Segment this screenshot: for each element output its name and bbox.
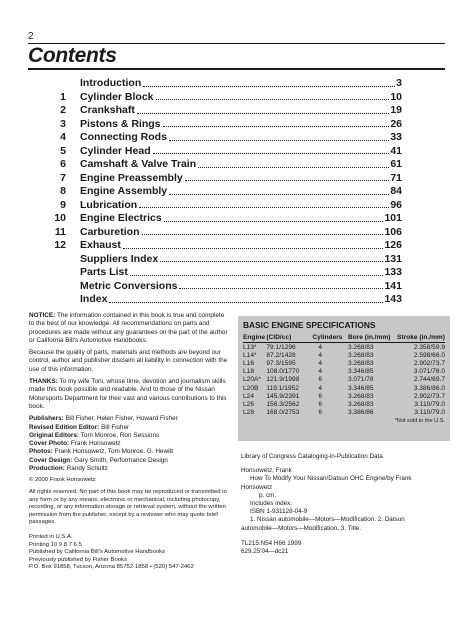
cip-author: Honsowetz, Frank: [241, 467, 292, 475]
credit-value: Frank Honsowetz, Tom Monroe, G. Hewitt: [52, 448, 174, 456]
toc-title: Engine Assembly: [80, 185, 168, 197]
specs-cell: 79.1/1296: [266, 343, 296, 351]
toc-entry: [40, 116, 402, 130]
specs-cell: 2.744/69.7: [413, 376, 445, 384]
toc-entry: [40, 75, 402, 89]
toc-chapter-number: 10: [54, 212, 66, 224]
specs-cell: 2.902/73.7: [413, 359, 445, 367]
toc-chapter-number: 8: [60, 185, 66, 197]
engine-specs-box: [238, 316, 450, 441]
specs-cell: 168.0/2753: [266, 409, 300, 417]
printing-line: Published by California Bill's Automotive Handbooks: [29, 549, 166, 556]
specs-cell: 3.268/83: [347, 343, 374, 351]
credit-value: Gary Smith, Performance Design: [72, 456, 168, 464]
toc-title: Engine Electrics: [80, 212, 162, 224]
printing-line: Printing 10 9 8 7 6 5: [29, 541, 82, 548]
toc-page-number: 71: [390, 171, 402, 184]
toc-title: Parts List: [80, 266, 128, 278]
specs-cell: 145.9/2391: [266, 392, 300, 400]
front-matter-notes: [29, 312, 229, 572]
specs-cell: 3.110/79.0: [414, 400, 445, 408]
specs-header-row: [243, 334, 445, 343]
toc-entry: [40, 170, 402, 184]
toc-entry: [40, 278, 402, 292]
toc-page-number: 126: [384, 239, 402, 251]
specs-cell: 3.386/86: [347, 409, 374, 417]
specs-row: [243, 343, 445, 352]
toc-title: Carburetion: [80, 225, 140, 238]
specs-title: BASIC ENGINE SPECIFICATIONS: [243, 320, 376, 330]
toc-leader-dots: [137, 113, 389, 114]
specs-cell: 108.0/1770: [266, 368, 300, 376]
specs-row: [243, 384, 445, 392]
specs-cell: 3.386/86.0: [413, 384, 445, 392]
credit-line: [29, 465, 229, 473]
credit-label: Revised Edition Editor:: [29, 423, 100, 431]
toc-leader-dots: [163, 126, 390, 127]
notice-paragraph: [29, 312, 229, 345]
toc-leader-dots: [169, 140, 389, 141]
specs-footnote: *Not sold in the U.S.: [394, 417, 445, 424]
specs-cell: L20B: [243, 384, 259, 392]
toc-leader-dots: [198, 167, 389, 168]
specs-cell: 4: [318, 343, 323, 351]
cataloging-data: [241, 453, 446, 556]
toc-page-number: 133: [384, 266, 402, 278]
toc-chapter-number: 11: [54, 225, 66, 238]
specs-cell: L13*: [243, 343, 257, 351]
specs-header: Engine: [243, 334, 265, 341]
toc-entry: [40, 251, 402, 265]
toc-leader-dots: [164, 221, 384, 222]
specs-row: [243, 376, 445, 384]
credit-line: [29, 440, 229, 448]
toc-title: Cylinder Block: [80, 90, 154, 103]
credit-value: Randy Schultz: [64, 465, 108, 473]
toc-entry: [40, 237, 402, 251]
toc-page-number: 10: [390, 90, 402, 103]
toc-leader-dots: [130, 275, 384, 276]
specs-cell: 6: [318, 376, 323, 384]
toc-page-number: 101: [384, 212, 402, 224]
specs-row: [243, 392, 445, 400]
credit-line: [29, 424, 229, 432]
specs-header: (CID/cc): [266, 334, 312, 343]
specs-cell: 4: [318, 351, 323, 359]
page-title: Contents: [28, 44, 117, 67]
specs-row: [243, 351, 445, 359]
credit-value: Bill Fisher: [99, 423, 130, 431]
table-of-contents: [40, 75, 402, 305]
toc-title: Metric Conversions: [80, 279, 178, 292]
credit-label: Photos:: [29, 448, 53, 456]
toc-chapter-number: 5: [60, 144, 66, 157]
specs-row: [243, 359, 445, 367]
specs-row: [243, 409, 445, 417]
toc-title: Connecting Rods: [80, 131, 167, 143]
specs-cell: 121.9/1998: [266, 376, 300, 384]
credit-label: Original Editors:: [29, 431, 80, 439]
specs-cell: L18: [243, 368, 255, 376]
toc-chapter-number: 6: [60, 158, 66, 170]
specs-cell: 6: [318, 392, 323, 400]
toc-page-number: 96: [390, 198, 402, 211]
toc-chapter-number: 3: [60, 117, 66, 130]
credit-label: Cover Photo:: [29, 440, 70, 448]
specs-cell: 6: [318, 400, 323, 408]
toc-chapter-number: 7: [60, 171, 66, 184]
credit-line: [29, 432, 229, 440]
toc-leader-dots: [123, 248, 384, 249]
specs-cell: 4: [318, 384, 323, 392]
cip-pages: p. cm.: [259, 491, 277, 499]
toc-page-number: 33: [390, 131, 402, 143]
toc-leader-dots: [169, 194, 389, 195]
credit-label: Cover Design:: [29, 456, 73, 464]
specs-cell: 3.346/85: [347, 384, 374, 392]
specs-header: Stroke (in./mm): [397, 334, 445, 341]
specs-cell: 3.110/79.0: [414, 409, 445, 417]
specs-cell: 3.268/83: [347, 400, 374, 408]
toc-leader-dots: [142, 234, 384, 235]
credit-label: Publishers:: [29, 415, 64, 423]
notice-label: NOTICE:: [29, 312, 56, 319]
cip-isbn: ISBN 1-931128-04-9: [250, 508, 308, 516]
specs-cell: 3.268/83: [347, 359, 374, 367]
title-rule: [28, 68, 445, 70]
specs-cell: L28: [243, 409, 255, 417]
specs-cell: 119.1/1952: [266, 384, 299, 392]
thanks-label: THANKS:: [29, 378, 58, 386]
specs-cell: L24: [243, 392, 255, 400]
toc-leader-dots: [153, 153, 390, 154]
thanks-text: To my wife Toni, whose time, devotion and journalism skills made this book possible and readable. And to those of the Nissan Motorsports Department for their vast and various contributions to this book.: [29, 378, 227, 410]
specs-cell: 87.2/1428: [266, 351, 296, 359]
toc-leader-dots: [143, 86, 395, 87]
toc-page-number: 26: [390, 117, 402, 130]
toc-entry: [40, 156, 402, 170]
toc-page-number: 84: [390, 185, 402, 197]
specs-cell: 156.3/2562: [266, 400, 300, 408]
credit-line: [29, 457, 229, 465]
toc-page-number: 143: [384, 293, 402, 305]
toc-entry: [40, 291, 402, 305]
toc-entry: [40, 89, 402, 103]
toc-entry: [40, 264, 402, 278]
credit-line: [29, 448, 229, 456]
printing-line: P.O. Box 91858, Tucson, Arizona 85752-1858 • (520) 547-2462: [29, 564, 194, 571]
specs-table: [243, 334, 445, 417]
toc-title: Exhaust: [80, 239, 121, 251]
specs-cell: 3.268/83: [347, 351, 374, 359]
credit-value: Bill Fisher, Helen Fisher, Howard Fisher: [63, 415, 178, 423]
cip-title-cont: Honsowetz: [241, 483, 273, 491]
credit-line: [29, 415, 229, 423]
specs-cell: L16: [243, 359, 255, 367]
credit-value: Frank Honsowetz: [69, 440, 121, 448]
toc-title: Crankshaft: [80, 104, 135, 116]
notice-text: The information contained in this book is true and complete to the best of our knowledge. All recommendations on parts and procedures are made without any guarantees on the part of the author or California Bill's Automotive Handbooks.: [29, 312, 228, 344]
toc-chapter-number: 4: [60, 131, 66, 143]
toc-chapter-number: 12: [54, 239, 66, 251]
toc-chapter-number: 9: [60, 198, 66, 211]
toc-leader-dots: [109, 302, 383, 303]
specs-cell: 97.3/1595: [266, 359, 296, 367]
toc-page-number: 3: [396, 77, 402, 89]
toc-leader-dots: [156, 99, 390, 100]
toc-chapter-number: 1: [60, 90, 66, 103]
specs-header: Cylinders: [312, 334, 348, 343]
toc-title: Introduction: [80, 77, 142, 89]
toc-entry: [40, 183, 402, 197]
credits-list: [29, 415, 229, 473]
toc-leader-dots: [179, 288, 383, 289]
rights-paragraph: All rights reserved. No part of this book may be reproduced or transmitted in any form or by any means, electronic or mechanical, including photocopy, recording, or any information storage or retrieval system, without the written permission from the publisher, except by a reviewer who may quote brief passages.: [29, 488, 227, 526]
toc-entry: [40, 129, 402, 143]
specs-cell: 3.346/85: [347, 368, 374, 376]
toc-title: Index: [80, 293, 108, 305]
specs-cell: 3.268/83: [347, 392, 374, 400]
liability-paragraph: Because the quality of parts, materials and methods are beyond our control, author and publisher disclaim all liability in connection with the use of this information.: [29, 349, 228, 373]
toc-page-number: 131: [384, 252, 402, 265]
toc-entry: [40, 210, 402, 224]
copyright-line: © 2000 Frank Honsowetz: [29, 477, 96, 484]
cip-dewey: 629.25'04—dc21: [241, 548, 289, 556]
toc-title: Cylinder Head: [80, 144, 151, 157]
toc-leader-dots: [185, 180, 390, 181]
specs-cell: 6: [318, 409, 323, 417]
toc-entry: [40, 102, 402, 116]
cip-index: Includes index.: [250, 500, 293, 508]
toc-title: Lubrication: [80, 198, 138, 211]
cip-subjects-cont: automobile—Motors—Modification. 3. Title.: [241, 524, 362, 532]
toc-leader-dots: [139, 207, 389, 208]
page-number: 2: [28, 31, 34, 42]
specs-cell: 3.071/78.0: [413, 368, 445, 376]
printing-info: [29, 534, 229, 572]
cip-subjects: 1. Nissan automobile—Motors—Modification. 2. Datsun: [250, 516, 405, 524]
specs-cell: 4: [318, 368, 323, 376]
toc-entry: [40, 224, 402, 238]
thanks-paragraph: [29, 378, 229, 411]
specs-cell: 3.071/78: [347, 376, 374, 384]
toc-entry: [40, 197, 402, 211]
toc-page-number: 61: [390, 158, 402, 170]
toc-leader-dots: [160, 261, 383, 262]
credit-label: Production:: [29, 465, 65, 473]
cip-title: How To Modify Your Nissan/Datsun OHC Engine/by Frank: [250, 475, 412, 483]
printing-line: Previously published by Fisher Books: [29, 556, 127, 563]
toc-title: Pistons & Rings: [80, 117, 161, 130]
toc-title: Suppliers Index: [80, 252, 159, 265]
specs-cell: 4: [318, 359, 323, 367]
specs-cell: L14*: [243, 351, 257, 359]
specs-cell: 2.598/66.0: [413, 351, 445, 359]
specs-row: [243, 368, 445, 376]
cip-heading: Library of Congress Cataloging-in-Publication Data: [241, 453, 383, 460]
toc-entry: [40, 143, 402, 157]
toc-page-number: 106: [384, 225, 402, 238]
toc-page-number: 41: [390, 144, 402, 157]
credit-value: Tom Monroe, Ron Sessions: [79, 431, 160, 439]
cip-call-number: TL215.N54 H66 1999: [241, 539, 302, 547]
specs-cell: 2.358/59.9: [413, 343, 445, 351]
specs-header: Bore (in./mm): [348, 334, 397, 343]
toc-page-number: 19: [390, 104, 402, 116]
specs-cell: 2.902/73.7: [413, 392, 445, 400]
toc-title: Camshaft & Valve Train: [80, 158, 197, 170]
specs-row: [243, 400, 445, 408]
specs-cell: L26: [243, 400, 255, 408]
toc-chapter-number: 2: [60, 104, 66, 116]
specs-cell: L20A*: [243, 376, 261, 384]
toc-page-number: 141: [384, 279, 402, 292]
toc-title: Engine Preassembly: [80, 171, 183, 184]
printing-line: Printed in U.S.A.: [29, 533, 73, 540]
